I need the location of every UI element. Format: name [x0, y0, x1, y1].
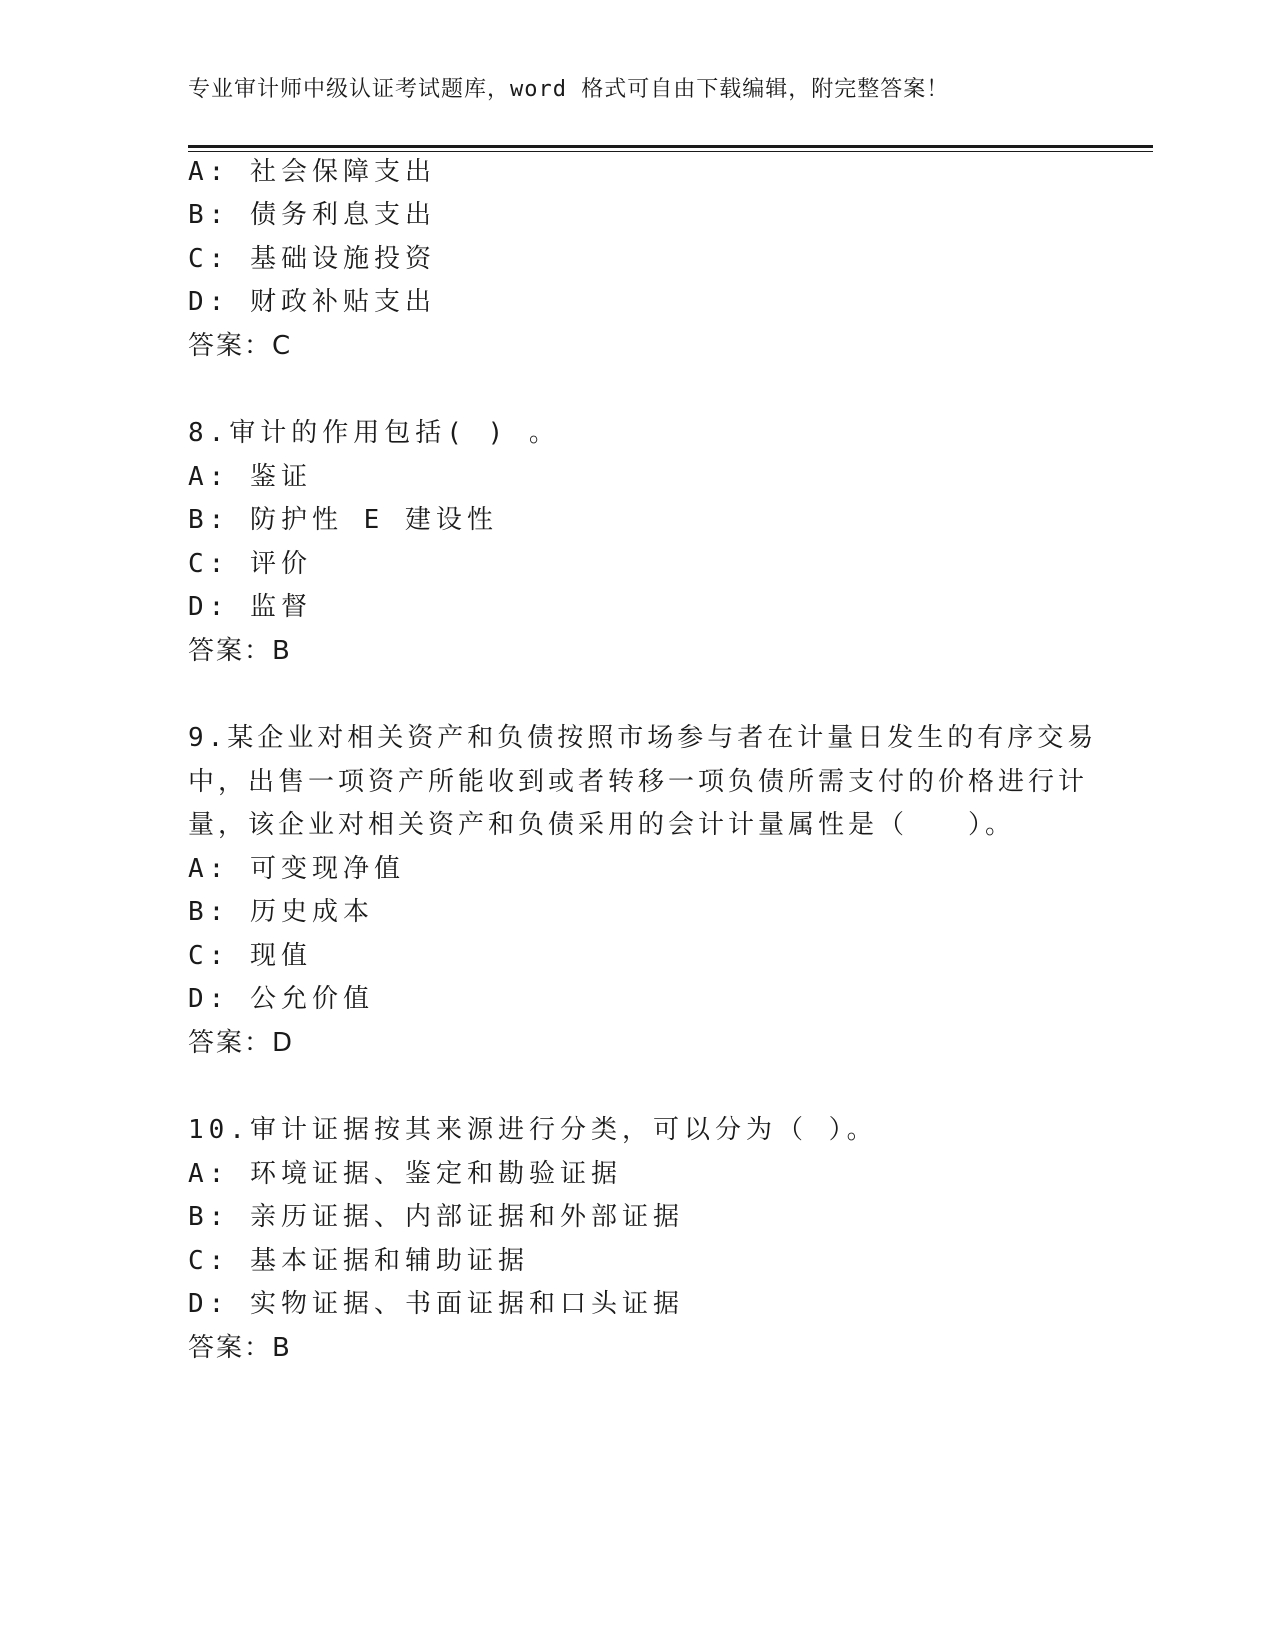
header-divider-thin [188, 151, 1153, 152]
q7-option-b: B: 债务利息支出 [188, 200, 436, 230]
q9-option-a: A: 可变现净值 [188, 854, 405, 884]
q7-answer: 答案：C [188, 331, 293, 361]
q8-option-a: A: 鉴证 [188, 462, 312, 492]
q10-option-c: C: 基本证据和辅助证据 [188, 1246, 529, 1276]
q7-option-a: A: 社会保障支出 [188, 157, 436, 187]
q9-option-c: C: 现值 [188, 941, 312, 971]
q8-answer: 答案：B [188, 636, 292, 666]
q8-stem: 8.审计的作用包括( ) 。 [188, 418, 560, 448]
header-divider [188, 145, 1153, 148]
q10-option-b: B: 亲历证据、内部证据和外部证据 [188, 1202, 684, 1232]
q9-option-b: B: 历史成本 [188, 897, 374, 927]
q10-stem: 10.审计证据按其来源进行分类，可以分为（ ）。 [188, 1115, 878, 1145]
q10-option-d: D: 实物证据、书面证据和口头证据 [188, 1289, 684, 1319]
q8-option-d: D: 监督 [188, 592, 312, 622]
q9-answer: 答案：D [188, 1028, 295, 1058]
q8-option-c: C: 评价 [188, 549, 312, 579]
q10-option-a: A: 环境证据、鉴定和勘验证据 [188, 1159, 622, 1189]
page-header: 专业审计师中级认证考试题库，word 格式可自由下载编辑，附完整答案！ [188, 77, 950, 102]
q10-answer: 答案：B [188, 1333, 292, 1363]
q9-stem-line-1: 9.某企业对相关资产和负债按照市场参与者在计量日发生的有序交易 [188, 723, 1098, 753]
q9-option-d: D: 公允价值 [188, 984, 374, 1014]
q7-option-c: C: 基础设施投资 [188, 244, 436, 274]
q8-option-b: B: 防护性 E 建设性 [188, 505, 498, 535]
q7-option-d: D: 财政补贴支出 [188, 287, 436, 317]
q9-stem-line-3: 量，该企业对相关资产和负债采用的会计计量属性是（ ）。 [188, 810, 1016, 840]
q9-stem-line-2: 中，出售一项资产所能收到或者转移一项负债所需支付的价格进行计 [188, 767, 1089, 797]
